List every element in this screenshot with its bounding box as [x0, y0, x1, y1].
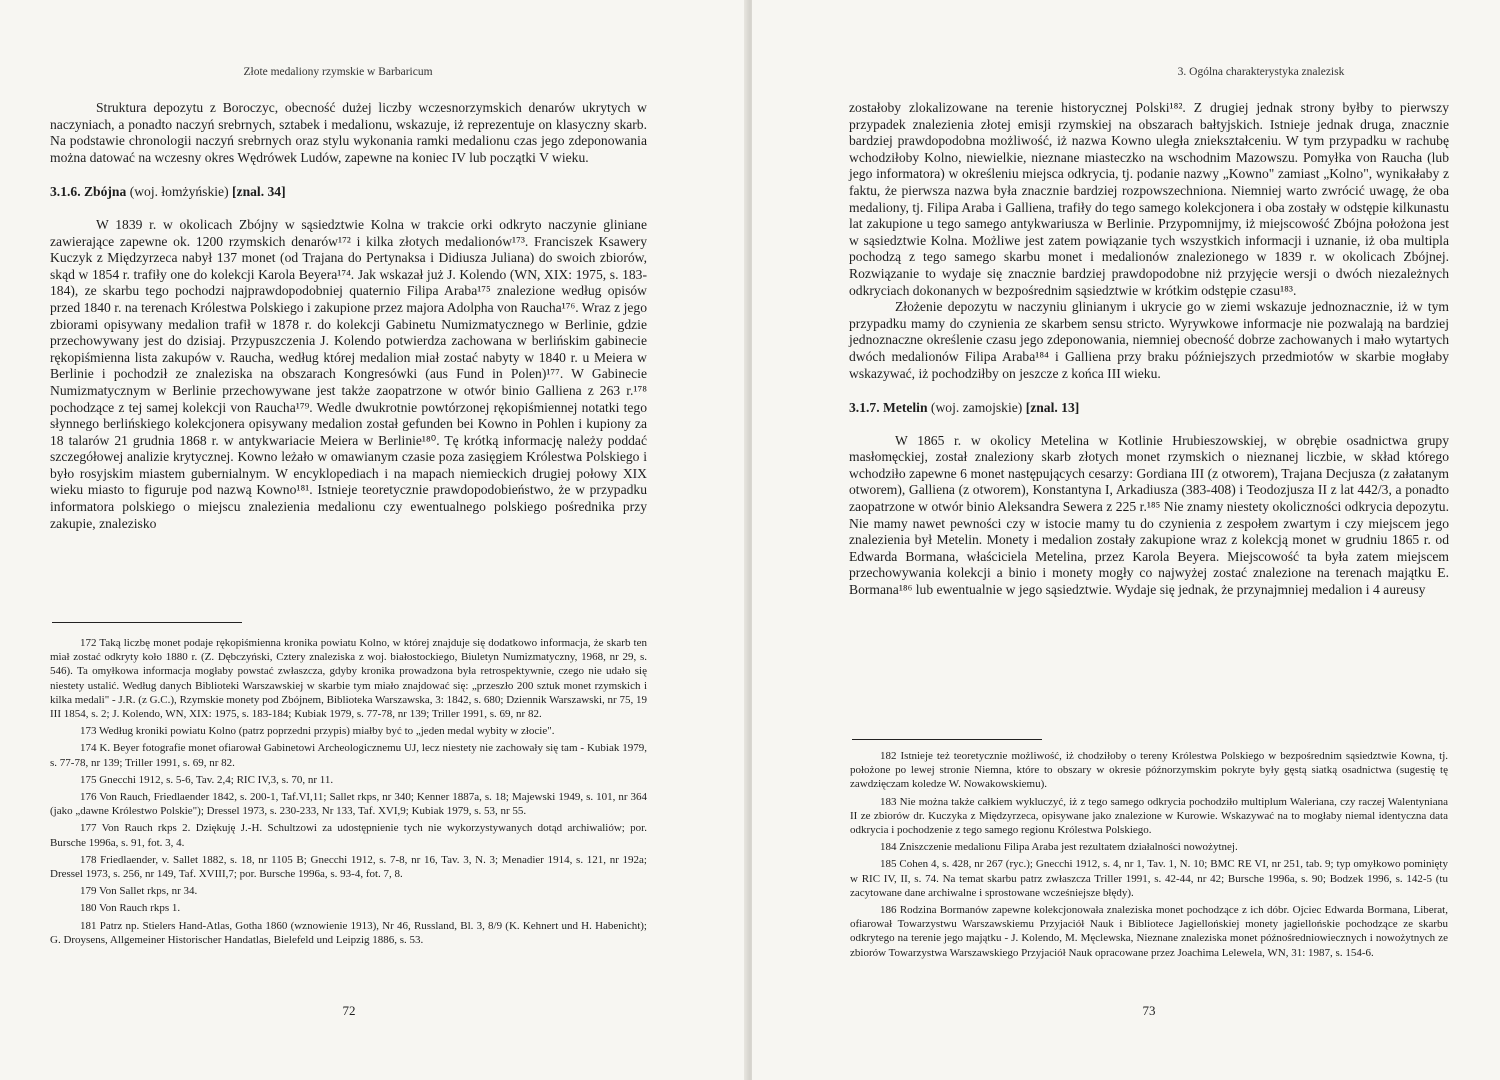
section-number-title: 3.1.7. Metelin [849, 400, 928, 416]
footnote-divider [52, 622, 242, 623]
section-region: (woj. łomżyńskie) [126, 184, 233, 200]
section-number-title: 3.1.6. Zbójna [50, 184, 127, 200]
page-number: 73 [1142, 1003, 1156, 1018]
footnote: 183 Nie można także całkiem wykluczyć, iż z tego samego odkrycia pochodziło multiplum Waleriana, czy raczej Walentyniana II ze zbiorów dr. Kuczyka z Międzyrzeca, opisywane jako znalezione w Kurowie. Wskazywać na to mogłaby niemal identyczna data odkrycia i pochodzenie z tego samego regionu Królestwa Polskiego. [850, 795, 1448, 837]
section-ref: [znal. 13] [1025, 400, 1080, 416]
right-page [752, 0, 1500, 1080]
paragraph: zostałoby zlokalizowane na terenie historycznej Polski¹⁸². Z drugiej jednak strony byłby to pierwszy przypadek znalezienia złotej emisji rzymskiej na obszarach bałtyjskich. Istnieje jednak druga, znacznie bardziej prawdopodobna możliwość, iż nazwa Kowno uległa zniekształceniu. W tym przypadku w rachubę wchodziłoby Kolno, niewielkie, nieznane miasteczko na wschodnim Mazowszu. Pomyłka von Raucha (lub jego informatora) w określeniu miejsca odkrycia, tj. podanie nazwy „Kowno" zamiast „Kolno", wynikałaby z faktu, że pierwsza nazwa była znacznie bardziej rozpowszechniona. Niemniej warto zwrócić uwagę, że oba medaliony, tj. Filipa Araba i Galliena, trafiły do tego samego kolekcjonera i oba zostały w odstępie kilkunastu lat zakupione u tego samego antykwariusza w Berlinie. Przypomnijmy, iż miejscowość Zbójna położona jest w sąsiedztwie Kolna. Możliwe jest zatem powiązanie tych wszystkich informacji i uznanie, iż oba multipla pochodzą z tego samego skarbu monet i medalionów znalezionego w 1839 r. w okolicach Zbójnej. Rozwiązanie to wydaje się znacznie bardziej prawdopodobne niż przyjęcie wersji o dwóch niezależnych odkryciach dokonanych w bezpośrednim sąsiedztwie w krótkim odstępie czasu¹⁸³. [849, 100, 1449, 298]
running-header: 3. Ogólna charakterystyka znalezisk [1177, 66, 1345, 78]
footnote-divider [852, 739, 1042, 740]
footnote: 175 Gnecchi 1912, s. 5-6, Tav. 2,4; RIC IV,3, s. 70, nr 11. [80, 773, 334, 786]
footnote: 179 Von Sallet rkps, nr 34. [80, 885, 198, 898]
footnotes [50, 636, 647, 950]
paragraph: Struktura depozytu z Boroczyc, obecność dużej liczby wczesnorzymskich denarów ukrytych w naczyniach, a ponadto naczyń srebrnych, sztabek i medalionu, wskazuje, iż reprezentuje on klasyczny skarb. Na podstawie chronologii naczyń srebrnych oraz stylu wykonania ramki medalionu czas jego zdeponowania można datować na wczesny okres Wędrówek Ludów, zapewne na koniec IV lub początki V wieku. [50, 100, 647, 165]
footnote: 182 Istnieje też teoretycznie możliwość, iż chodziłoby o tereny Królestwa Polskiego w bezpośrednim sąsiedztwie Kowna, tj. położone po lewej stronie Niemna, które to obszary w okresie późnorzymskim pokryte były gęstą siatką osadnictwa (sugestię tę zawdzięczam koledze W. Nowakowskiemu). [850, 750, 1448, 791]
running-header: Złote medaliony rzymskie w Barbaricum [243, 66, 433, 78]
footnote: 184 Zniszczenie medalionu Filipa Araba jest rezultatem działalności nowożytnej. [880, 841, 1238, 854]
paragraph: W 1865 r. w okolicy Metelina w Kotlinie Hrubieszowskiej, w obrębie osadnictwa grupy masłomęckiej, został znaleziony skarb złotych monet rzymskich o nieznanej liczbie, w skład którego wchodziło zapewne 6 monet następujących cesarzy: Gordiana III (z otworem), Trajana Decjusza (z załatanym otworem), Galliena (z otworem), Konstantyna I, Arkadiusza (383-408) i Teodozjusza II z lat 442/3, a ponadto zaopatrzone w otwór binio Aleksandra Sewera z 225 r.¹⁸⁵ Nie znamy niestety okoliczności odkrycia depozytu. Nie mamy nawet pewności czy w istocie mamy tu do czynienia z zespołem zwartym i czy miejscem jego znalezienia był Metelin. Monety i medalion zostały zakupione wraz z kolekcją monet w grudniu 1865 r. od Edwarda Bormana, właściciela Metelina, przez Karola Beyera. Miejscowość ta była zatem miejscem przechowywania kolekcji a binio i monety mogły co najwyżej zostać znalezione na terenach majątku E. Bormana¹⁸⁶ lub ewentualnie w jego sąsiedztwie. Wydaje się jednak, że przynajmniej medalion i 4 aureusy [849, 432, 1449, 598]
section-ref: [znal. 34] [232, 184, 286, 200]
section-heading [50, 184, 647, 201]
footnote: 185 Cohen 4, s. 428, nr 267 (ryc.); Gnecchi 1912, s. 4, nr 1, Tav. 1, N. 10; BMC RE VI, nr 251, tab. 9; typ omyłkowo pominięty w RIC IV, II, s. 74. Na temat skarbu patrz zwłaszcza Triller 1991, s. 42-44, nr 42; Bursche 1996a, s. 90; Bodzek 1996, s. 142-5 (tu zacytowane dane archiwalne i sprostowane wcześniejsze błędy). [850, 858, 1448, 899]
main-text [849, 100, 1449, 599]
footnote: 172 Taką liczbę monet podaje rękopiśmienna kronika powiatu Kolno, w której znajduje się dodatkowo informacja, że skarb ten miał zostać odkryty koło 1880 r. (Z. Dębczyński, Cztery znaleziska z woj. białostockiego, Biuletyn Numizmatyczny, 1968, nr 29, s. 546). Ta omyłkowa informacja mogłaby powstać zwłaszcza, gdyby kronika prowadzona była retrospektywnie, czego nie udało się niestety ustalić. Według danych Biblioteki Warszawskiej w skarbie tym miało znajdować się: „przeszło 200 sztuk monet rzymskich i kilka medali" - J.R. (z G.C.), Rzymskie monety pod Zbójnem, Biblioteka Warszawska, 3: 1842, s. 680; Dziennik Warszawski, nr 75, 19 III 1854, s. 2; J. Kolendo, WN, XIX: 1975, s. 183-184; Kubiak 1979, s. 77-78, nr 139; Triller 1991, s. 69, nr 82. [50, 637, 647, 721]
footnote: 177 Von Rauch rkps 2. Dziękuję J.-H. Schultzowi za udostępnienie tych nie wykorzystywanych dotąd archiwaliów; por. Bursche 1996a, s. 91, fot. 3, 4. [50, 822, 647, 849]
section-region: (woj. zamojskie) [927, 400, 1026, 416]
left-page [0, 0, 748, 1080]
footnote: 181 Patrz np. Stielers Hand-Atlas, Gotha 1860 (wznowienie 1913), Nr 46, Russland, Bl. 3, 8/9 (K. Kehnert und H. Habenicht); G. Droysens, Allgemeiner Historischer Handatlas, Bielefeld und Leipzig 1886, s. 53. [50, 919, 647, 946]
footnote: 180 Von Rauch rkps 1. [80, 902, 181, 915]
page-number: 72 [342, 1003, 356, 1018]
footnote: 176 Von Rauch, Friedlaender 1842, s. 200-1, Taf.VI,11; Sallet rkps, nr 340; Kenner 1887a, s. 18; Majewski 1949, s. 101, nr 364 (jako „dawne Królestwo Polskie"); Dressel 1973, s. 230-233, Nr 133, Taf. XVI,9; Kubiak 1979, s. 53, nr 55. [50, 791, 647, 818]
paragraph: W 1839 r. w okolicach Zbójny w sąsiedztwie Kolna w trakcie orki odkryto naczynie gliniane zawierające zapewne ok. 1200 rzymskich denarów¹⁷² i kilka złotych medalionów¹⁷³. Franciszek Ksawery Kuczyk z Międzyrzeca nabył 137 monet (od Trajana do Pertynaksa i Didiusza Juliana) do swoich zbiorów, skąd w 1854 r. trafiły one do kolekcji Karola Beyera¹⁷⁴. Jak wskazał już J. Kolendo (WN, XIX: 1975, s. 183-184), ze skarbu tego pochodzi najprawdopodobniej quaternio Filipa Araba¹⁷⁵ znalezione według opisów przed 1840 r. na terenach Królestwa Polskiego i zakupione przez majora Adolpha von Raucha¹⁷⁶. Wraz z jego zbiorami opisywany medalion trafił w 1878 r. do kolekcji Gabinetu Numizmatycznego w Berlinie, gdzie przechowywany jest do dzisiaj. Przypuszczenia J. Kolendo potwierdza zachowana w berlińskim gabinecie rękopiśmienna lista zakupów v. Raucha, według której medalion miał zostać nabyty w 1840 r. u Meiera w Berlinie i pochodził ze znaleziska na obszarach Kongresówki (aus Fund in Polen)¹⁷⁷. W Gabinecie Numizmatycznym w Berlinie przechowywane jest także zaopatrzone w otwór binio Galliena z 263 r.¹⁷⁸ pochodzące z tej samej kolekcji von Raucha¹⁷⁹. Wedle dwukrotnie powtórzonej rękopiśmiennej notatki tego słynnego berlińskiego kolekcjonera opisywany medalion został gefunden bei Kowno in Pohlen i kupiony za 18 talarów 21 grudnia 1868 r. w antykwariacie Meiera w Berlinie¹⁸⁰. Tę krótką informację należy poddać szczegółowej analizie krytycznej. Kowno leżało w omawianym czasie poza zasięgiem Królestwa Polskiego i było rosyjskim miastem gubernialnym. W encyklopediach i na mapach niemieckich drugiej połowy XIX wieku miasto to figuruje pod nazwą Kowno¹⁸¹. Istnieje teoretycznie prawdopodobieństwo, że w przypadku informatora polskiego o miejscu znalezienia medalionu czy ewentualnego polskiego pośrednika przy zakupie, znalezisko [50, 216, 647, 531]
footnote: 186 Rodzina Bormanów zapewne kolekcjonowała znaleziska monet pochodzące z ich dóbr. Ojciec Edwarda Bormana, Liberat, ofiarował Towarzystwu Warszawskiemu Przyjaciół Nauk i Bibliotece Jagiellońskiej monety jagiellońskie pochodzące ze skarbu odkrytego na terenie jego majątku - J. Kolendo, M. Męclewska, Nieznane znaleziska monet późnośredniowiecznych i nowożytnych ze zbiorów Towarzystwa Warszawskiego Przyjaciół Nauk opracowane przez Joachima Lelewela, WN, 31: 1987, s. 154-6. [850, 904, 1448, 959]
footnote: 174 K. Beyer fotografie monet ofiarował Gabinetowi Archeologicznemu UJ, lecz niestety nie zachowały się tam - Kubiak 1979, s. 77-78, nr 139; Triller 1991, s. 69, nr 82. [50, 742, 647, 769]
footnote: 178 Friedlaender, v. Sallet 1882, s. 18, nr 1105 B; Gnecchi 1912, s. 7-8, nr 16, Tav. 3, N. 3; Menadier 1914, s. 121, nr 192a; Dressel 1973, s. 256, nr 149, Taf. XVIII,7; por. Bursche 1996a, s. 93-4, fot. 7, 8. [50, 853, 647, 881]
footnotes [850, 749, 1448, 963]
section-heading [849, 400, 1449, 417]
main-text [50, 100, 647, 532]
paragraph: Złożenie depozytu w naczyniu glinianym i ukrycie go w ziemi wskazuje jednoznacznie, iż w tym przypadku mamy do czynienia ze skarbem sensu stricto. Wyrywkowe informacje nie pozwalają na bardziej jednoznaczne określenie czasu jego zdeponowania, niemniej obecność dobrze zachowanych i mało wytartych dwóch medalionów Filipa Araba¹⁸⁴ i Galliena przy braku późniejszych przedmiotów w skarbie mogłaby wskazywać, iż pochodziłby on jeszcze z końca III wieku. [849, 299, 1449, 381]
footnote: 173 Według kroniki powiatu Kolno (patrz poprzedni przypis) miałby być to „jeden medal wybity w złocie". [80, 725, 555, 738]
